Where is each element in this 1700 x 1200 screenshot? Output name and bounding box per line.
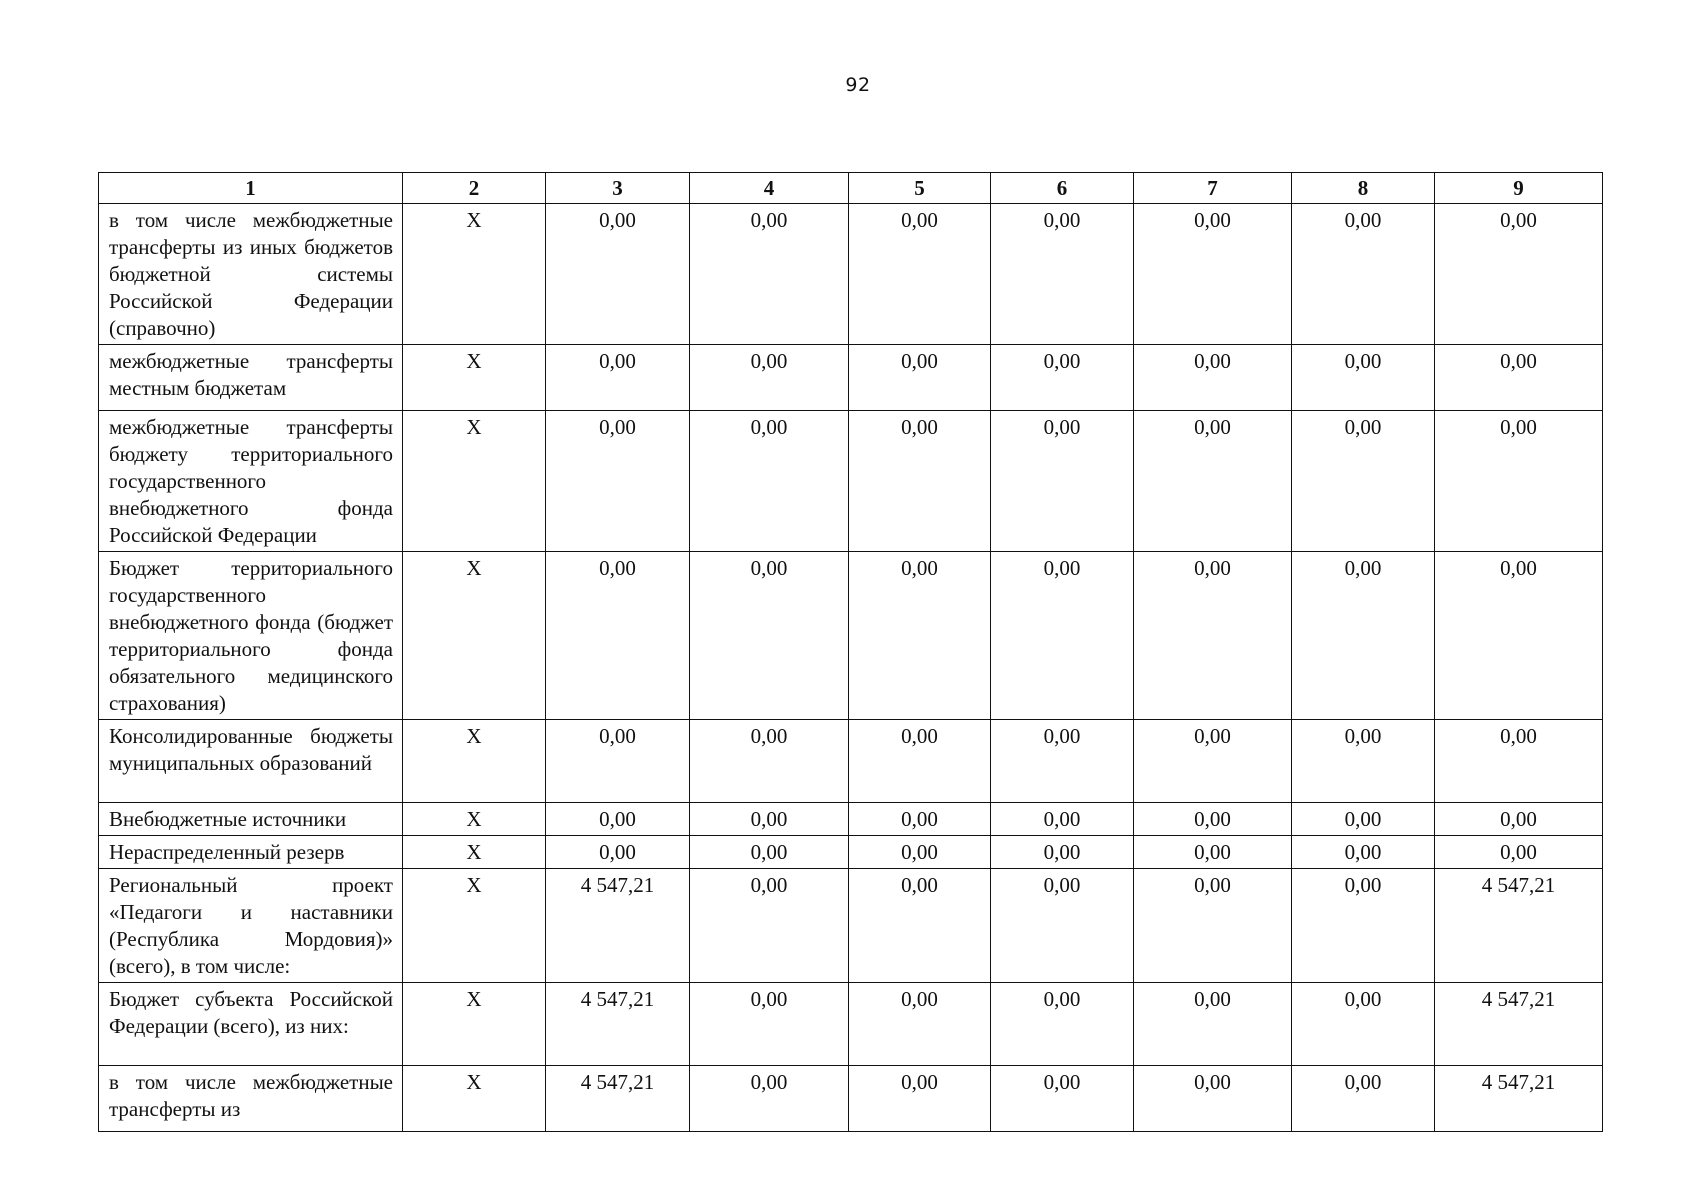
row-value: 0,00	[1134, 803, 1292, 836]
row-value: 0,00	[546, 345, 690, 411]
row-value: 0,00	[1134, 552, 1292, 720]
table-row	[99, 345, 1603, 411]
row-value: 0,00	[849, 983, 991, 1066]
row-value: 0,00	[1292, 720, 1435, 803]
row-value: 0,00	[849, 345, 991, 411]
table-row	[99, 869, 1603, 983]
row-value: 0,00	[1292, 204, 1435, 345]
row-mark: X	[403, 720, 546, 803]
row-value: 0,00	[991, 552, 1134, 720]
column-header: 6	[991, 173, 1134, 204]
row-mark: X	[403, 411, 546, 552]
row-value: 0,00	[1134, 869, 1292, 983]
row-value: 0,00	[1435, 411, 1603, 552]
row-value: 4 547,21	[546, 869, 690, 983]
row-mark: X	[403, 983, 546, 1066]
row-mark: X	[403, 1066, 546, 1132]
row-value: 0,00	[849, 552, 991, 720]
row-value: 0,00	[1134, 345, 1292, 411]
row-value: 0,00	[849, 204, 991, 345]
row-value: 0,00	[690, 1066, 849, 1132]
row-value: 0,00	[1435, 720, 1603, 803]
row-value: 0,00	[991, 803, 1134, 836]
row-mark: X	[403, 552, 546, 720]
row-value: 0,00	[690, 411, 849, 552]
row-name: Внебюджетные источники	[99, 803, 403, 836]
row-value: 0,00	[1134, 1066, 1292, 1132]
column-header: 4	[690, 173, 849, 204]
row-value: 0,00	[1134, 204, 1292, 345]
row-name: в том числе межбюджетные трансферты из иных бюджетов бюджетной системы Российской Федерации (справочно)	[99, 204, 403, 345]
row-value: 0,00	[1435, 552, 1603, 720]
row-value: 0,00	[991, 983, 1134, 1066]
row-value: 0,00	[1292, 836, 1435, 869]
table-row	[99, 1066, 1603, 1132]
row-value: 4 547,21	[1435, 983, 1603, 1066]
header-row	[99, 173, 1603, 204]
row-mark: X	[403, 869, 546, 983]
row-value: 0,00	[849, 720, 991, 803]
table-row	[99, 552, 1603, 720]
row-value: 0,00	[991, 720, 1134, 803]
row-value: 0,00	[1134, 983, 1292, 1066]
row-value: 0,00	[1292, 869, 1435, 983]
row-value: 0,00	[690, 552, 849, 720]
row-value: 0,00	[546, 836, 690, 869]
row-value: 0,00	[690, 803, 849, 836]
row-value: 0,00	[690, 983, 849, 1066]
row-value: 0,00	[991, 1066, 1134, 1132]
row-value: 0,00	[546, 411, 690, 552]
row-value: 4 547,21	[1435, 1066, 1603, 1132]
table-row	[99, 720, 1603, 803]
column-header: 2	[403, 173, 546, 204]
column-header: 3	[546, 173, 690, 204]
row-mark: X	[403, 204, 546, 345]
row-value: 0,00	[991, 836, 1134, 869]
budget-table	[98, 172, 1603, 1132]
row-mark: X	[403, 803, 546, 836]
row-name: в том числе межбюджетные трансферты из	[99, 1066, 403, 1132]
row-value: 0,00	[1292, 1066, 1435, 1132]
row-value: 0,00	[546, 803, 690, 836]
row-value: 0,00	[1292, 411, 1435, 552]
row-value: 0,00	[1292, 803, 1435, 836]
row-name: Региональный проект «Педагоги и наставники (Республика Мордовия)» (всего), в том числе:	[99, 869, 403, 983]
row-name: Бюджет субъекта Российской Федерации (всего), из них:	[99, 983, 403, 1066]
row-value: 0,00	[849, 869, 991, 983]
row-value: 0,00	[991, 345, 1134, 411]
row-value: 0,00	[690, 869, 849, 983]
row-value: 0,00	[546, 552, 690, 720]
row-value: 0,00	[1134, 836, 1292, 869]
row-value: 0,00	[1292, 345, 1435, 411]
page-number: 92	[845, 74, 871, 96]
row-name: Нераспределенный резерв	[99, 836, 403, 869]
row-value: 0,00	[1292, 552, 1435, 720]
row-value: 0,00	[1134, 720, 1292, 803]
row-mark: X	[403, 345, 546, 411]
row-value: 0,00	[1134, 411, 1292, 552]
table-row	[99, 204, 1603, 345]
row-name: межбюджетные трансферты местным бюджетам	[99, 345, 403, 411]
row-value: 0,00	[849, 411, 991, 552]
row-mark: X	[403, 836, 546, 869]
table-row	[99, 803, 1603, 836]
row-value: 0,00	[1435, 345, 1603, 411]
row-value: 0,00	[546, 204, 690, 345]
row-value: 0,00	[991, 204, 1134, 345]
row-value: 0,00	[849, 1066, 991, 1132]
row-value: 0,00	[690, 836, 849, 869]
row-name: Консолидированные бюджеты муниципальных образований	[99, 720, 403, 803]
row-value: 4 547,21	[546, 1066, 690, 1132]
column-header: 9	[1435, 173, 1603, 204]
column-header: 7	[1134, 173, 1292, 204]
row-value: 0,00	[546, 720, 690, 803]
row-value: 0,00	[991, 411, 1134, 552]
row-value: 0,00	[690, 720, 849, 803]
row-value: 4 547,21	[546, 983, 690, 1066]
column-header: 5	[849, 173, 991, 204]
row-name: Бюджет территориального государственного внебюджетного фонда (бюджет территориального фонда обязательного медицинского страхования)	[99, 552, 403, 720]
column-header: 1	[99, 173, 403, 204]
row-value: 0,00	[1435, 204, 1603, 345]
row-value: 0,00	[991, 869, 1134, 983]
row-value: 0,00	[1292, 983, 1435, 1066]
row-value: 0,00	[849, 803, 991, 836]
row-value: 4 547,21	[1435, 869, 1603, 983]
row-value: 0,00	[849, 836, 991, 869]
column-header: 8	[1292, 173, 1435, 204]
table-row	[99, 983, 1603, 1066]
row-value: 0,00	[1435, 803, 1603, 836]
row-value: 0,00	[1435, 836, 1603, 869]
table-row	[99, 836, 1603, 869]
row-name: межбюджетные трансферты бюджету территориального государственного внебюджетного фонда Российской Федерации	[99, 411, 403, 552]
row-value: 0,00	[690, 345, 849, 411]
table-row	[99, 411, 1603, 552]
row-value: 0,00	[690, 204, 849, 345]
